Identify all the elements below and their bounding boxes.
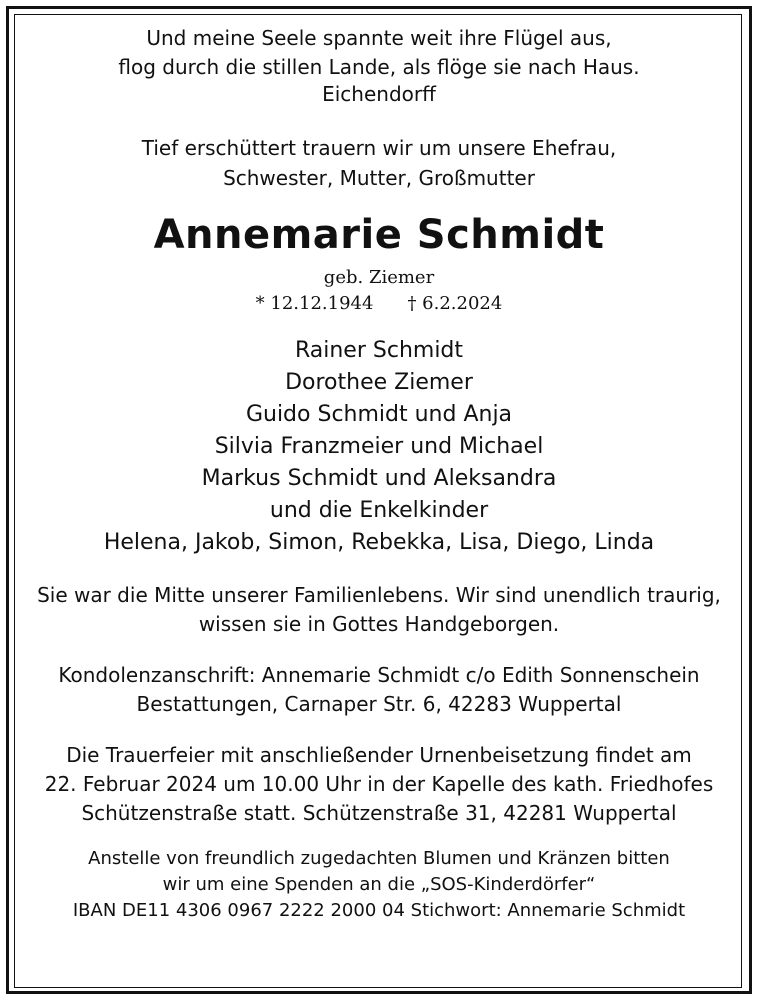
condolence-address: [14, 661, 744, 719]
funeral-info: [14, 741, 744, 828]
statement-line: Sie war die Mitte unserer Familienlebens. Wir sind unendlich traurig,: [37, 583, 721, 607]
intro-line: Schwester, Mutter, Großmutter: [223, 166, 535, 190]
verse-author: Eichendorff: [322, 82, 436, 106]
funeral-line: Die Trauerfeier mit anschließender Urnenbeisetzung findet am: [66, 743, 692, 767]
mourner-line: und die Enkelkinder: [269, 498, 489, 523]
donation-line: Anstelle von freundlich zugedachten Blumen und Kränzen bitten: [88, 848, 670, 869]
donation-request: [14, 846, 744, 924]
statement-text: [14, 581, 744, 639]
mourner-line: Helena, Jakob, Simon, Rebekka, Lisa, Diego, Linda: [103, 530, 655, 555]
mourner-line: Guido Schmidt und Anja: [245, 402, 513, 427]
verse: [14, 24, 744, 109]
mourner-line: Rainer Schmidt: [294, 338, 464, 363]
statement-line: wissen sie in Gottes Handgeborgen.: [198, 612, 560, 636]
death-date: † 6.2.2024: [407, 293, 503, 314]
obituary-notice: [14, 24, 744, 924]
birth-date: * 12.12.1944: [255, 293, 374, 314]
intro-text: [14, 133, 744, 193]
condolence-line: Kondolenzanschrift: Annemarie Schmidt c/o Edith Sonnenschein: [58, 663, 700, 687]
funeral-line: Schützenstraße statt. Schützenstraße 31, 42281 Wuppertal: [81, 801, 677, 825]
maiden-name: geb. Ziemer: [323, 267, 435, 288]
donation-line: wir um eine Spenden an die „SOS-Kinderdörfer“: [162, 874, 596, 895]
mourner-line: Dorothee Ziemer: [285, 370, 473, 395]
mourners-list: [14, 335, 744, 559]
donation-line: IBAN DE11 4306 0967 2222 2000 04 Stichwort: Annemarie Schmidt: [72, 900, 686, 921]
deceased-name: Annemarie Schmidt: [153, 212, 605, 258]
verse-line: flog durch die stillen Lande, als flöge sie nach Haus.: [118, 55, 640, 79]
mourner-line: Markus Schmidt und Aleksandra: [201, 466, 557, 491]
intro-line: Tief erschüttert trauern wir um unsere Ehefrau,: [141, 136, 617, 160]
mourner-line: Silvia Franzmeier und Michael: [214, 434, 544, 459]
condolence-line: Bestattungen, Carnaper Str. 6, 42283 Wuppertal: [136, 692, 622, 716]
verse-line: Und meine Seele spannte weit ihre Flügel aus,: [146, 26, 612, 50]
life-dates: [14, 291, 744, 317]
funeral-line: 22. Februar 2024 um 10.00 Uhr in der Kapelle des kath. Friedhofes: [44, 772, 714, 796]
